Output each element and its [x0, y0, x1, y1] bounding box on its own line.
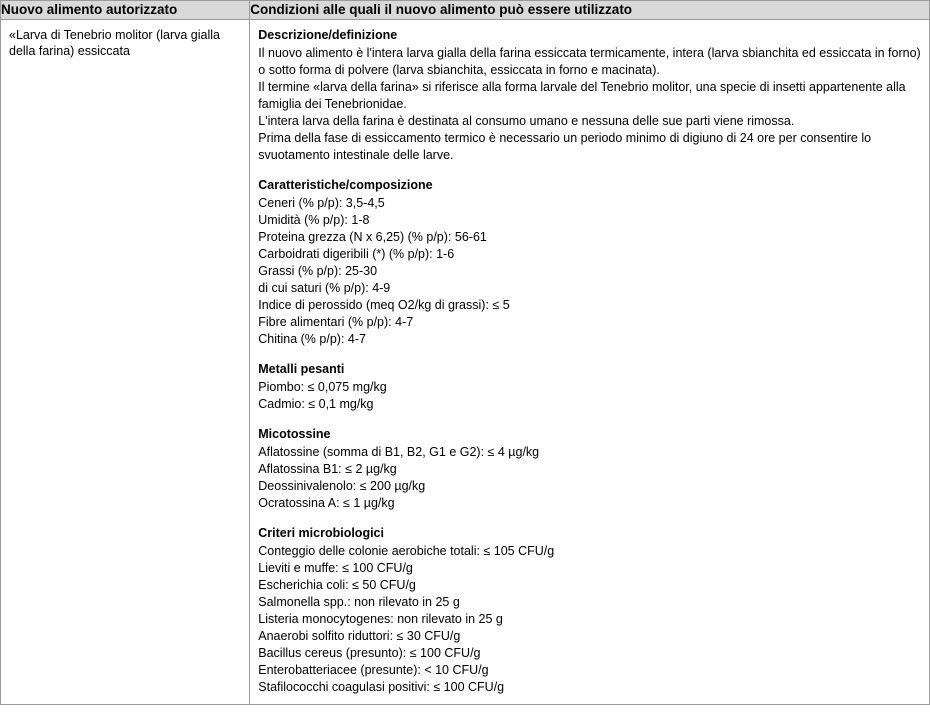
section-line: Il nuovo alimento è l'intera larva gialla della farina essiccata termicamente, intera (larva sbianchita ed essiccata in forno) o sotto forma di polvere (larva sbianchita, essiccata in forno e macinata).: [258, 45, 921, 77]
section-line: Conteggio delle colonie aerobiche totali: ≤ 105 CFU/g: [258, 543, 555, 558]
section-line: Enterobatteriacee (presunte): < 10 CFU/g: [258, 662, 489, 677]
section-line: Stafilococchi coagulasi positivi: ≤ 100 CFU/g: [258, 679, 505, 694]
section-line: Listeria monocytogenes: non rilevato in 25 g: [258, 611, 503, 626]
section-line: Proteina grezza (N x 6,25) (% p/p): 56-61: [258, 229, 487, 244]
section-line: L'intera larva della farina è destinata al consumo umano e nessuna delle sue parti viene rimossa.: [258, 113, 795, 128]
section-line: Bacillus cereus (presunto): ≤ 100 CFU/g: [258, 645, 481, 660]
section-line: Cadmio: ≤ 0,1 mg/kg: [258, 396, 374, 411]
section-line: Chitina (% p/p): 4-7: [258, 331, 366, 346]
section-line: di cui saturi (% p/p): 4-9: [258, 280, 391, 295]
section-metalli-pesanti: [258, 361, 921, 413]
section-line: Aflatossina B1: ≤ 2 µg/kg: [258, 461, 397, 476]
cell-conditions: [250, 19, 930, 704]
section-title: Descrizione/definizione: [258, 27, 398, 42]
section-line: Ocratossina A: ≤ 1 µg/kg: [258, 495, 395, 510]
section-line: Escherichia coli: ≤ 50 CFU/g: [258, 577, 416, 592]
section-title: Caratteristiche/composizione: [258, 177, 433, 192]
section-line: Prima della fase di essiccamento termico è necessario un periodo minimo di digiuno di 24 ore per consentire lo svuotamento intestinale delle larve.: [258, 130, 872, 162]
section-caratteristiche: [258, 177, 921, 348]
table-body: [1, 19, 930, 704]
table-row: [1, 19, 930, 704]
section-title: Metalli pesanti: [258, 361, 345, 376]
section-criteri-microbiologici: [258, 525, 921, 696]
section-line: Aflatossine (somma di B1, B2, G1 e G2): ≤ 4 µg/kg: [258, 444, 540, 459]
section-line: Umidità (% p/p): 1-8: [258, 212, 370, 227]
header-cell-conditions: Condizioni alle quali il nuovo alimento può essere utilizzato: [250, 1, 930, 20]
header-cell-novel-food: Nuovo alimento autorizzato: [1, 1, 250, 20]
section-descrizione: [258, 27, 921, 164]
header-row: [1, 1, 930, 20]
section-line: Ceneri (% p/p): 3,5-4,5: [258, 195, 385, 210]
section-line: Grassi (% p/p): 25-30: [258, 263, 378, 278]
section-line: Lieviti e muffe: ≤ 100 CFU/g: [258, 560, 413, 575]
cell-novel-food-name: [1, 19, 250, 704]
novel-food-name: «Larva di Tenebrio molitor (larva gialla della farina) essiccata: [9, 27, 220, 59]
section-line: Salmonella spp.: non rilevato in 25 g: [258, 594, 460, 609]
section-title: Micotossine: [258, 426, 331, 441]
section-line: Deossinivalenolo: ≤ 200 µg/kg: [258, 478, 426, 493]
section-line: Il termine «larva della farina» si riferisce alla forma larvale del Tenebrio molitor, una specie di insetti appartenente alla famiglia dei Tenebrionidae.: [258, 79, 906, 111]
section-line: Anaerobi solfito riduttori: ≤ 30 CFU/g: [258, 628, 461, 643]
section-line: Carboidrati digeribili (*) (% p/p): 1-6: [258, 246, 455, 261]
section-line: Indice di perossido (meq O2/kg di grassi): ≤ 5: [258, 297, 510, 312]
section-micotossine: [258, 426, 921, 512]
section-line: Fibre alimentari (% p/p): 4-7: [258, 314, 414, 329]
section-line: Piombo: ≤ 0,075 mg/kg: [258, 379, 387, 394]
table-header: [1, 1, 930, 20]
section-title: Criteri microbiologici: [258, 525, 384, 540]
